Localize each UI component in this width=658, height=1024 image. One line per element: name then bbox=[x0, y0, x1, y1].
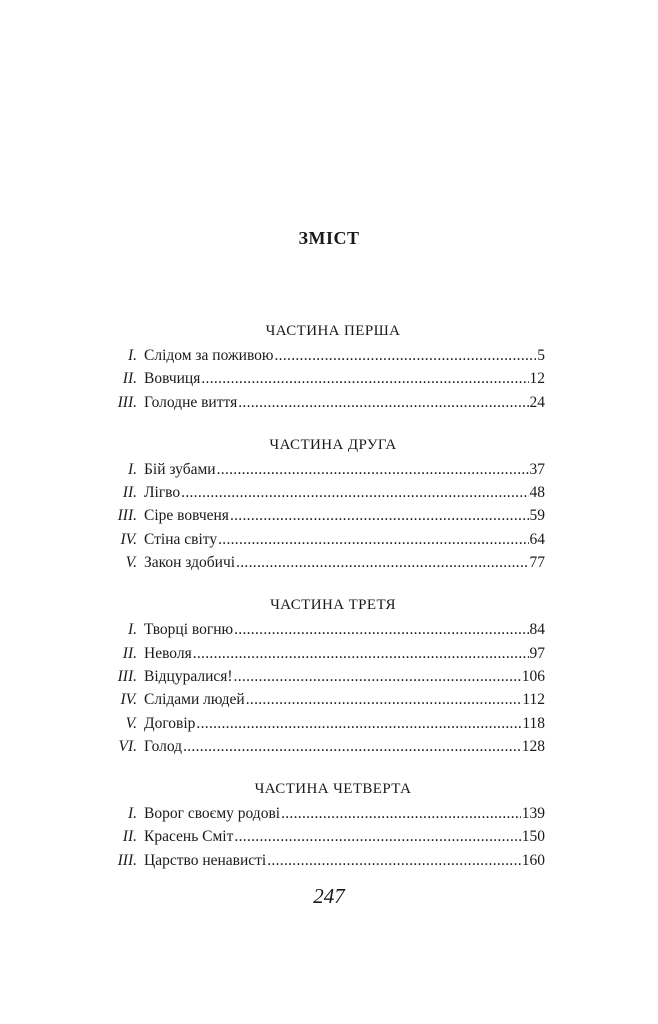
toc-entry bbox=[103, 712, 545, 735]
chapter-number: VI. bbox=[118, 737, 137, 755]
dot-leader bbox=[234, 618, 528, 641]
toc-entry bbox=[103, 688, 545, 711]
dot-leader bbox=[183, 735, 521, 758]
toc-entry bbox=[103, 391, 545, 414]
chapter-title: Бій зубами bbox=[144, 460, 216, 478]
page-number: 64 bbox=[529, 530, 545, 548]
chapter-number: III. bbox=[117, 851, 137, 869]
toc-entry bbox=[103, 642, 545, 665]
part-title: ЧАСТИНА ПЕРША bbox=[265, 323, 401, 339]
page-number: 160 bbox=[521, 851, 545, 869]
page-number: 84 bbox=[529, 621, 545, 639]
chapter-title: Царство ненависті bbox=[144, 851, 267, 869]
toc-entry bbox=[103, 458, 545, 481]
page-number: 37 bbox=[529, 460, 545, 478]
chapter-title: Стіна світу bbox=[144, 530, 218, 548]
toc-entry bbox=[103, 551, 545, 574]
chapter-number: III. bbox=[117, 507, 137, 525]
dot-leader bbox=[230, 504, 529, 527]
dot-leader bbox=[218, 528, 528, 551]
page-number: 77 bbox=[529, 554, 545, 572]
chapter-title: Красень Сміт bbox=[144, 828, 234, 846]
page-number: 106 bbox=[521, 667, 545, 685]
part-title: ЧАСТИНА ДРУГА bbox=[269, 436, 397, 453]
chapter-title: Голодне виття bbox=[144, 393, 238, 411]
part-1 bbox=[103, 320, 545, 414]
table-of-contents bbox=[103, 320, 545, 892]
dot-leader bbox=[246, 688, 522, 711]
toc-entry bbox=[103, 735, 545, 758]
toc-entry bbox=[103, 528, 545, 551]
chapter-title: Закон здобичі bbox=[144, 554, 236, 572]
chapter-number: III. bbox=[117, 393, 137, 411]
dot-leader bbox=[181, 481, 528, 504]
page-number: 118 bbox=[522, 714, 545, 732]
part-4 bbox=[103, 778, 545, 872]
chapter-title: Слідами людей bbox=[144, 691, 245, 709]
dot-leader bbox=[281, 802, 521, 825]
part-title: ЧАСТИНА ТРЕТЯ bbox=[270, 597, 396, 614]
chapter-title: Лігво bbox=[144, 484, 181, 502]
toc-entry bbox=[103, 618, 545, 641]
dot-leader bbox=[236, 551, 528, 574]
chapter-number: II. bbox=[122, 644, 137, 662]
chapter-number: III. bbox=[117, 667, 137, 685]
chapter-number: V. bbox=[125, 714, 137, 732]
chapter-number: V. bbox=[125, 554, 137, 572]
page-number: 97 bbox=[529, 644, 545, 662]
dot-leader bbox=[201, 367, 528, 390]
chapter-number: I. bbox=[127, 460, 137, 478]
dot-leader bbox=[275, 344, 537, 367]
part-3 bbox=[103, 594, 545, 758]
dot-leader bbox=[267, 849, 521, 872]
dot-leader bbox=[196, 712, 521, 735]
page-number: 128 bbox=[521, 737, 545, 755]
chapter-number: I. bbox=[127, 347, 137, 364]
chapter-title: Неволя bbox=[144, 644, 192, 662]
toc-entry bbox=[103, 367, 545, 390]
chapter-number: IV. bbox=[120, 691, 137, 709]
page-number: 5 bbox=[537, 347, 545, 364]
toc-entry bbox=[103, 344, 545, 367]
chapter-number: I. bbox=[127, 621, 137, 639]
chapter-number: I. bbox=[127, 805, 137, 823]
chapter-title: Відцуралися! bbox=[144, 667, 233, 685]
page-number: 59 bbox=[529, 507, 545, 525]
page-folio: 247 bbox=[313, 884, 345, 908]
page-number: 24 bbox=[529, 393, 545, 411]
toc-entry bbox=[103, 481, 545, 504]
dot-leader bbox=[234, 825, 520, 848]
chapter-number: II. bbox=[122, 484, 137, 502]
chapter-title: Вовчиця bbox=[144, 370, 201, 388]
dot-leader bbox=[238, 391, 528, 414]
chapter-title: Ворог своєму родові bbox=[144, 805, 281, 823]
chapter-title: Сіре вовченя bbox=[144, 507, 229, 525]
page-title: ЗМІСТ bbox=[298, 228, 360, 248]
toc-entry bbox=[103, 665, 545, 688]
chapter-title: Творці вогню bbox=[144, 621, 234, 639]
toc-entry bbox=[103, 849, 545, 872]
chapter-title: Слідом за поживою bbox=[144, 347, 274, 364]
page-number: 48 bbox=[529, 484, 545, 502]
page-number: 112 bbox=[522, 691, 545, 709]
chapter-number: II. bbox=[122, 370, 137, 388]
toc-entry bbox=[103, 802, 545, 825]
chapter-title: Договір bbox=[144, 714, 196, 732]
page-number: 139 bbox=[521, 805, 545, 823]
chapter-number: IV. bbox=[120, 530, 137, 548]
page-number: 150 bbox=[521, 828, 545, 846]
dot-leader bbox=[234, 665, 521, 688]
chapter-title: Голод bbox=[144, 737, 183, 755]
toc-entry bbox=[103, 825, 545, 848]
dot-leader bbox=[193, 642, 529, 665]
chapter-number: II. bbox=[122, 828, 137, 846]
toc-entry bbox=[103, 504, 545, 527]
dot-leader bbox=[217, 458, 529, 481]
part-title: ЧАСТИНА ЧЕТВЕРТА bbox=[254, 781, 412, 798]
page-number: 12 bbox=[529, 370, 545, 388]
part-2 bbox=[103, 434, 545, 574]
